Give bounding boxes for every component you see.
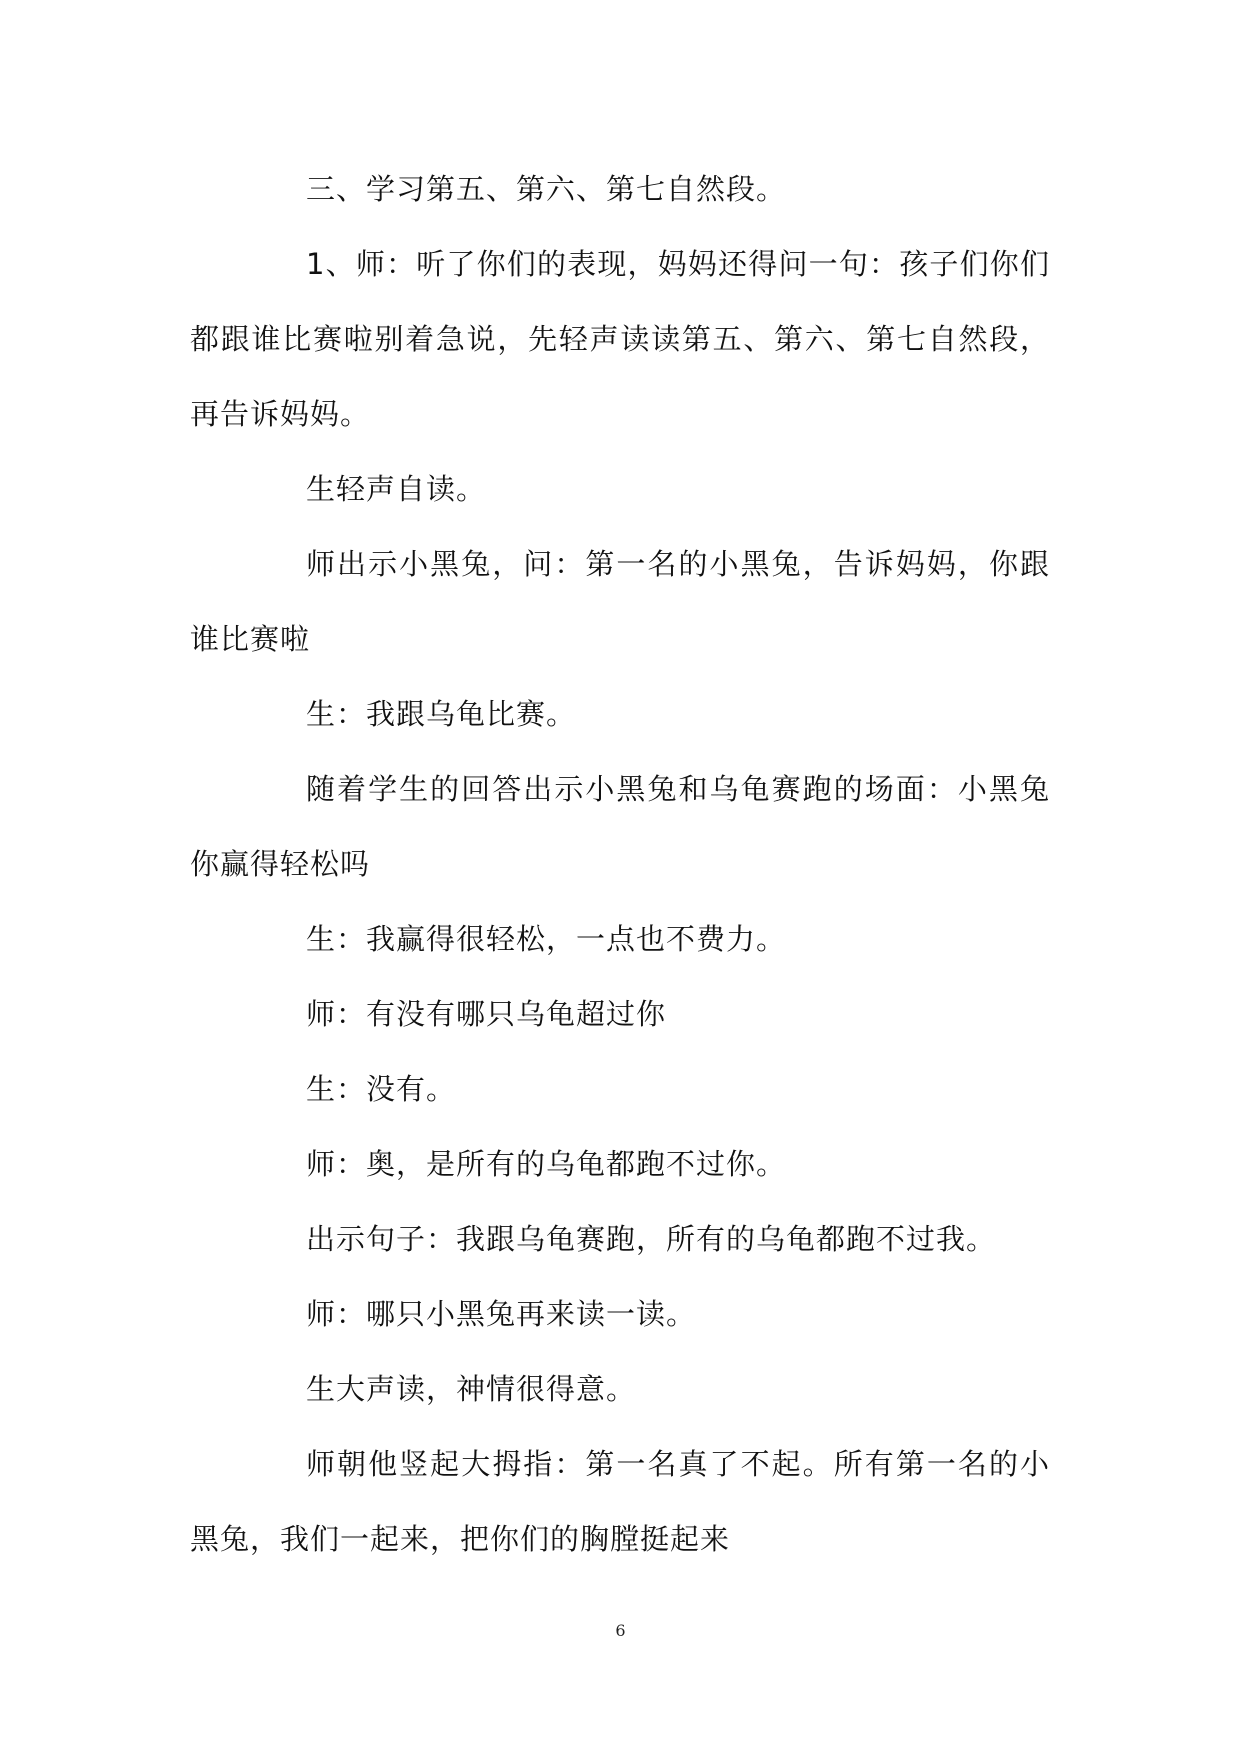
paragraph: 生：我跟乌龟比赛。: [306, 697, 577, 731]
paragraph: 师：有没有哪只乌龟超过你: [306, 997, 667, 1031]
paragraph: 随着学生的回答出示小黑兔和乌龟赛跑的场面：小黑兔你赢得轻松吗: [190, 772, 1050, 881]
paragraph: 生大声读，神情很得意。: [306, 1372, 637, 1406]
paragraph: 师出示小黑兔，问：第一名的小黑兔，告诉妈妈，你跟谁比赛啦: [190, 547, 1050, 656]
paragraph: 出示句子：我跟乌龟赛跑，所有的乌龟都跑不过我。: [306, 1222, 997, 1256]
paragraph: 生：没有。: [306, 1072, 457, 1106]
paragraph: 1、师：听了你们的表现，妈妈还得问一句：孩子们你们都跟谁比赛啦别着急说，先轻声读读第五、第六、第七自然段，再告诉妈妈。: [190, 247, 1050, 431]
paragraph: 师：哪只小黑兔再来读一读。: [306, 1297, 697, 1331]
paragraph-section-heading: 三、学习第五、第六、第七自然段。: [306, 172, 787, 206]
paragraph: 生轻声自读。: [306, 472, 487, 506]
paragraph: 生：我赢得很轻松，一点也不费力。: [306, 922, 787, 956]
paragraph: 师朝他竖起大拇指：第一名真了不起。所有第一名的小黑兔，我们一起来，把你们的胸膛挺起来: [190, 1447, 1050, 1556]
page-number: 6: [615, 1621, 626, 1640]
paragraph: 师：奥，是所有的乌龟都跑不过你。: [306, 1147, 787, 1181]
body-text: [190, 152, 1050, 1577]
